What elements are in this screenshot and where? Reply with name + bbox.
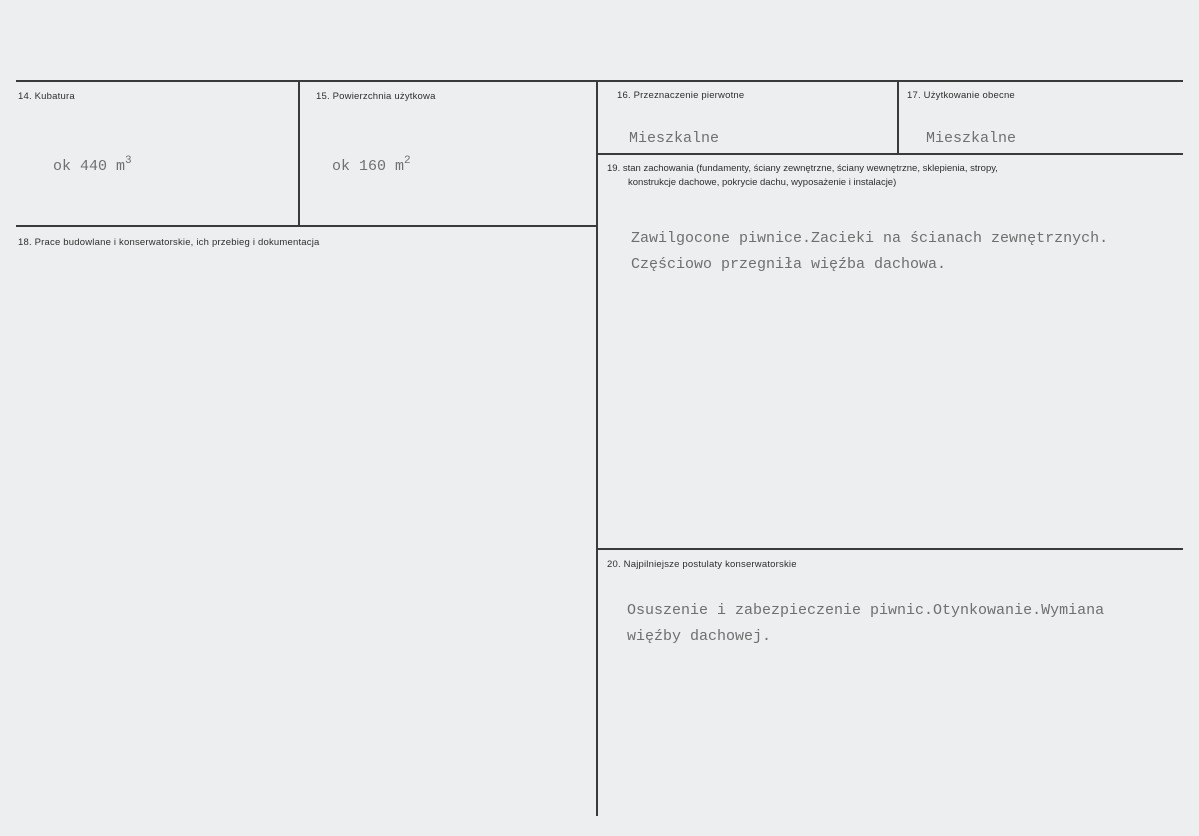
field-14-value-text: ok 440 m xyxy=(53,158,126,175)
divider-14-15 xyxy=(298,80,300,226)
field-15-value xyxy=(332,155,411,175)
field-19-label-line1: 19. stan zachowania (fundamenty, ściany zewnętrzne, ściany wewnętrzne, sklepienia, stropy, xyxy=(607,163,998,174)
field-15-label: 15. Powierzchnia użytkowa xyxy=(316,91,436,102)
top-rule xyxy=(16,80,1183,82)
rule-under-16-17 xyxy=(598,153,1183,155)
field-17-label: 17. Użytkowanie obecne xyxy=(907,90,1015,101)
field-14-value xyxy=(53,155,132,175)
field-20-text-line1: Osuszenie i zabezpieczenie piwnic.Otynkowanie.Wymiana xyxy=(627,602,1105,619)
field-16-label: 16. Przeznaczenie pierwotne xyxy=(617,90,745,101)
field-20-text-line2: więźby dachowej. xyxy=(627,628,772,645)
field-17-value: Mieszkalne xyxy=(926,130,1017,147)
field-19-label xyxy=(607,162,998,190)
divider-16-17 xyxy=(897,80,899,155)
field-14-label: 14. Kubatura xyxy=(18,91,75,102)
field-19-text-line1: Zawilgocone piwnice.Zacieki na ścianach zewnętrznych. xyxy=(631,230,1109,247)
field-20-label: 20. Najpilniejsze postulaty konserwatorskie xyxy=(607,559,797,570)
field-14-unit-exponent: 3 xyxy=(125,155,132,167)
rule-above-20 xyxy=(598,548,1183,550)
field-15-unit-exponent: 2 xyxy=(404,155,411,167)
field-15-value-text: ok 160 m xyxy=(332,158,405,175)
divider-center xyxy=(596,80,598,816)
field-16-value: Mieszkalne xyxy=(629,130,720,147)
field-19-text xyxy=(631,226,1108,278)
field-18-label: 18. Prace budowlane i konserwatorskie, ich przebieg i dokumentacja xyxy=(18,237,320,248)
field-19-text-line2: Częściowo przegniła więźba dachowa. xyxy=(631,256,947,273)
rule-under-14-15 xyxy=(16,225,598,227)
field-19-label-line2: konstrukcje dachowe, pokrycie dachu, wyposażenie i instalacje) xyxy=(628,177,897,188)
field-20-text xyxy=(627,598,1104,650)
